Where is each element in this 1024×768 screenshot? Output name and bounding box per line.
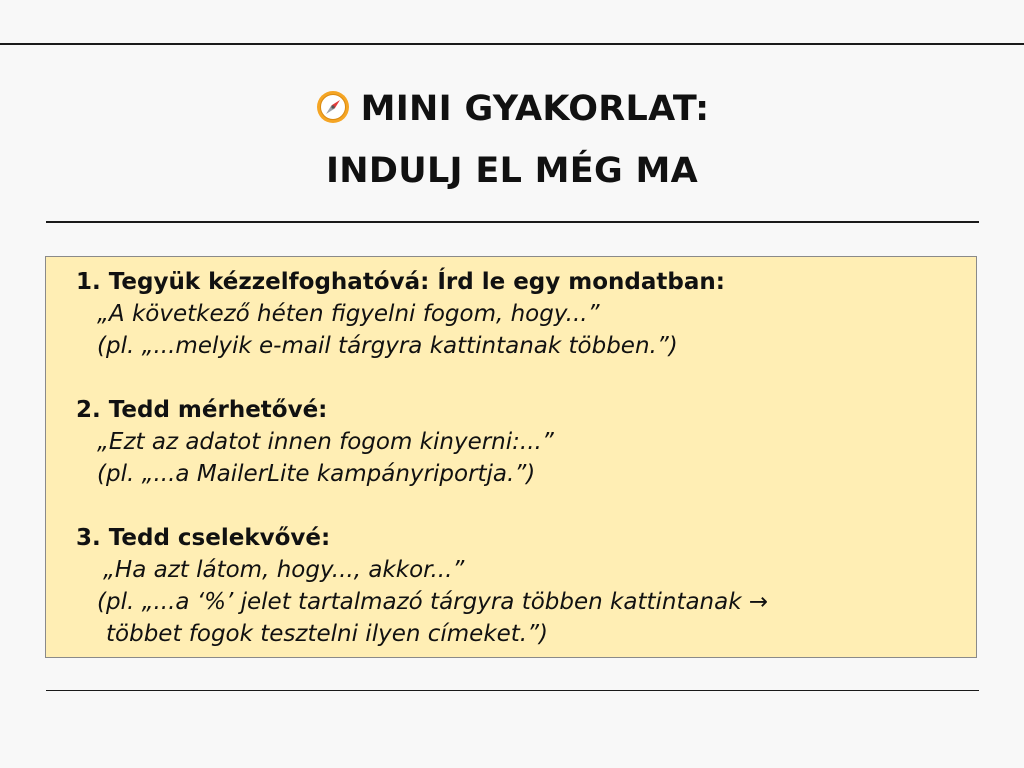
title-line-2: INDULJ EL MÉG MA: [325, 151, 699, 191]
title-line-1-text: MINI GYAKORLAT:: [360, 89, 710, 129]
exercise-item-prompt: „Ha azt látom, hogy..., akkor...”: [103, 557, 465, 583]
exercise-item-example: (pl. „...a ‘%’ jelet tartalmazó tárgyra többen kattintanak →: [97, 589, 769, 615]
exercise-item-2: [76, 394, 966, 490]
exercise-item-heading: 3. Tedd cselekvővé:: [76, 525, 331, 551]
exercise-item-example: (pl. „...a MailerLite kampányriportja.”): [97, 461, 536, 487]
title-line-1: [0, 78, 1024, 140]
exercise-item-prompt: „A következő héten figyelni fogom, hogy...”: [97, 301, 600, 327]
exercise-item-1: [76, 266, 966, 362]
exercise-item-example: (pl. „...melyik e-mail tárgyra kattintanak többen.”): [97, 333, 678, 359]
page-title: [0, 78, 1024, 202]
top-divider: [0, 43, 1024, 45]
exercise-item-example-continued: többet fogok tesztelni ilyen címeket.”): [106, 621, 549, 647]
compass-icon: [315, 89, 351, 125]
exercise-list: [76, 266, 966, 682]
exercise-item-prompt: „Ezt az adatot innen fogom kinyerni:...”: [97, 429, 554, 455]
exercise-item-heading: 1. Tegyük kézzelfoghatóvá: Írd le egy mondatban:: [76, 269, 725, 295]
middle-divider: [46, 221, 979, 223]
bottom-divider: [46, 690, 979, 691]
exercise-item-3: [76, 522, 966, 650]
exercise-item-heading: 2. Tedd mérhetővé:: [76, 397, 328, 423]
